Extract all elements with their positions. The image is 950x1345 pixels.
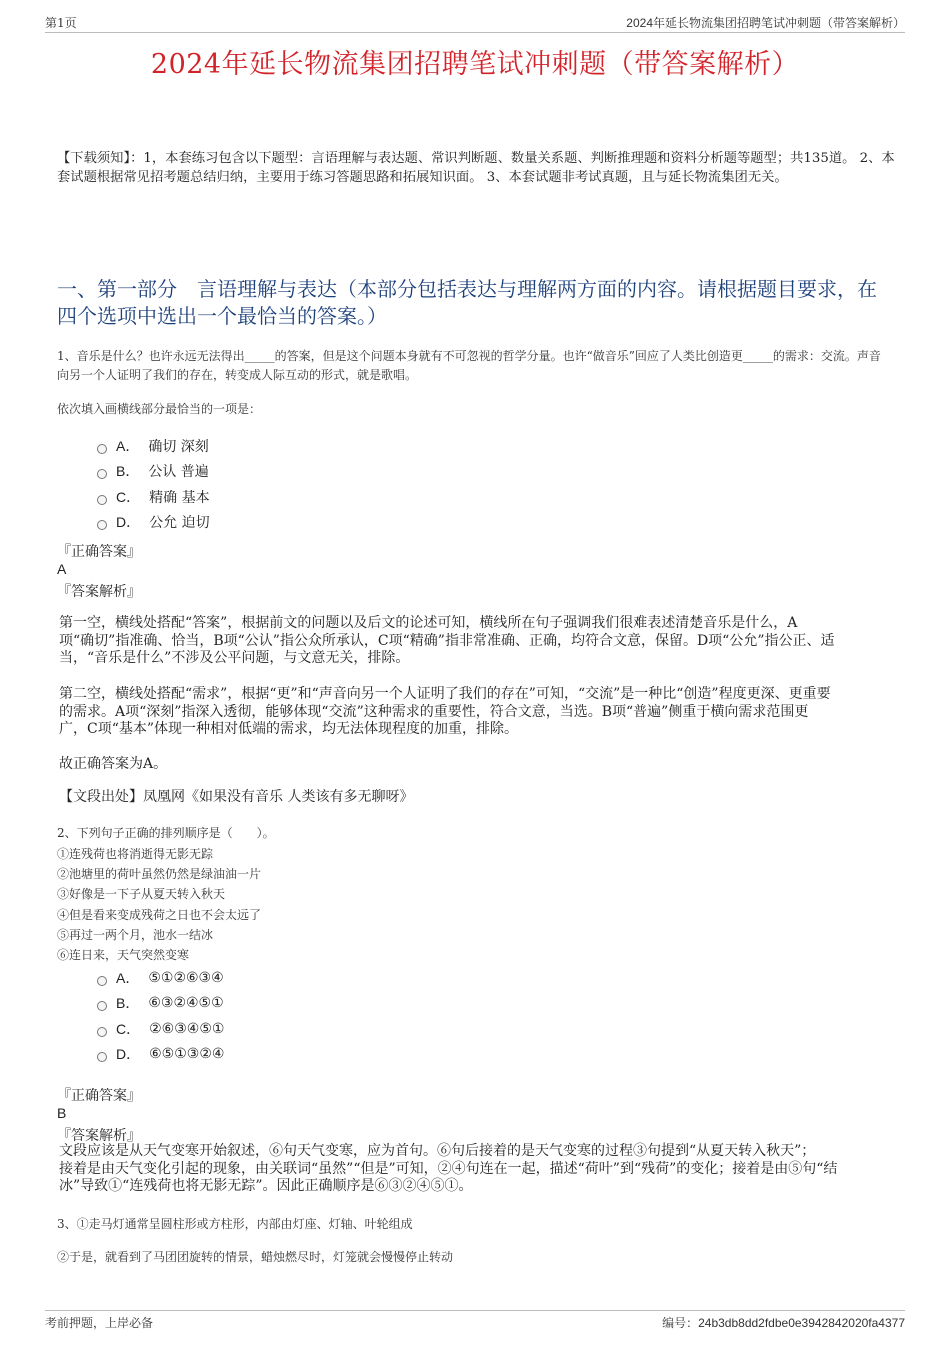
analysis-conclusion: 故正确答案为A。	[59, 756, 168, 772]
download-notice: 【下载须知】：1，本套练习包含以下题型：言语理解与表达题、常识判断题、数量关系题、判断推理题和资料分析题等题型；共135道。 2、本套试题根据常见招考题总结归纳，主要用于练习答题思路和拓展知识面。 3、本套试题非考试真题，且与延长物流集团无关。	[57, 151, 895, 185]
text-line: 广，C项“基本”体现一种相对低端的需求，均无法体现程度的加重，排除。	[59, 721, 519, 737]
radio-button-icon[interactable]	[97, 495, 107, 505]
option-a[interactable]	[97, 965, 224, 991]
radio-button-icon[interactable]	[97, 520, 107, 530]
page-header	[45, 14, 905, 33]
radio-button-icon[interactable]	[97, 469, 107, 479]
option-text: ⑥⑤①③②④	[149, 1046, 225, 1063]
text-line: 第二空，横线处搭配“需求”，根据“更”和“声音向另一个人证明了我们的存在”可知，“交流”是一种比“创造”程度更深、更重要	[59, 686, 831, 702]
analysis-paragraph	[59, 1143, 890, 1196]
text-line: 文段应该是从天气变寒开始叙述，⑥句天气变寒，应为首句。⑥句后接着的是天气变寒的过程③句提到“从夏天转入秋天”；	[59, 1143, 816, 1159]
text-line: 接着是由天气变化引起的现象，由关联词“虽然”“但是”可知，②④句连在一起，描述“荷叶”到“残荷”的变化；接着是由⑤句“结	[59, 1160, 838, 1177]
text-line: 当，“音乐是什么”不涉及公平问题，与文意无关，排除。	[59, 650, 410, 666]
page-number: 第1页	[45, 16, 77, 30]
sentence: ②池塘里的荷叶虽然仍然是绿油油一片	[57, 867, 262, 882]
text-line: 的需求。A项“深刻”指深入透彻，能够体现“交流”这种需求的重要性，符合文意，当选。B项“普遍”侧重于横向需求范围更	[59, 703, 809, 720]
sentence: ⑥连日来，天气突然变寒	[57, 948, 190, 963]
question-1-text: 1、音乐是什么？也许永远无法得出_____的答案，但是这个问题本身就有不可忽视的哲学分量。也许“做音乐”回应了人类比创造更_____的需求：交流。声音向另一个人证明了我们的存在，转变成人际互动的形式，就是歌唱。	[57, 349, 881, 382]
document-code	[662, 1314, 905, 1331]
option-letter: C．	[116, 488, 141, 505]
code-label: 编号：	[662, 1316, 699, 1330]
question-3-line-1: 3、①走马灯通常呈圆柱形或方柱形，内部由灯座、灯轴、叶轮组成	[57, 1217, 413, 1231]
question-2-stem: 2、下列句子正确的排列顺序是（ ）。	[57, 826, 275, 840]
correct-answer-label: 『正确答案』	[57, 544, 141, 560]
radio-button-icon[interactable]	[97, 1001, 107, 1011]
option-a[interactable]	[97, 433, 210, 459]
question-1-options	[97, 433, 210, 535]
header-doc-name: 2024年延长物流集团招聘笔试冲刺题（带答案解析）	[626, 16, 905, 30]
option-b[interactable]	[97, 459, 210, 485]
radio-button-icon[interactable]	[97, 444, 107, 454]
option-letter: A．	[116, 437, 140, 454]
option-text: 精确 基本	[149, 489, 210, 506]
sentence: ③好像是一下子从夏天转入秋天	[57, 887, 226, 902]
radio-button-icon[interactable]	[97, 1027, 107, 1037]
option-letter: D．	[116, 1046, 141, 1063]
sentence: ⑤再过一两个月，池水一结冰	[57, 927, 214, 942]
sentence: ④但是看来变成残荷之日也不会太远了	[57, 907, 262, 922]
analysis-label: 『答案解析』	[57, 584, 141, 600]
question-1-instruction: 依次填入画横线部分最恰当的一项是：	[57, 402, 262, 416]
correct-answer: B	[57, 1105, 67, 1121]
correct-answer: A	[57, 561, 67, 577]
option-letter: D．	[116, 514, 141, 531]
option-c[interactable]	[97, 484, 210, 510]
option-letter: A．	[116, 969, 140, 986]
footer-slogan: 考前押题，上岸必备	[45, 1316, 154, 1330]
option-b[interactable]	[97, 991, 224, 1017]
section-title: 一、第一部分 言语理解与表达（本部分包括表达与理解两方面的内容。请根据题目要求，在四个选项中选出一个最恰当的答案。）	[57, 277, 877, 328]
text-line: 第一空，横线处搭配“答案”，根据前文的问题以及后文的论述可知，横线所在句子强调我们很难表述清楚音乐是什么，A	[59, 615, 798, 631]
question-2-options	[97, 965, 224, 1067]
option-d[interactable]	[97, 1042, 224, 1068]
analysis-label: 『答案解析』	[57, 1128, 141, 1144]
page-footer	[45, 1310, 905, 1331]
option-text: 公认 普遍	[148, 464, 209, 481]
option-letter: C．	[116, 1020, 141, 1037]
passage-source: 【文段出处】凤凰网《如果没有音乐 人类该有多无聊呀》	[59, 789, 414, 805]
page-title: 2024年延长物流集团招聘笔试冲刺题（带答案解析）	[150, 49, 800, 80]
question-3-line-2: ②于是，就看到了马团团旋转的情景，蜡烛燃尽时，灯笼就会慢慢停止转动	[57, 1250, 454, 1264]
question-2-sentences	[57, 844, 890, 965]
option-letter: B．	[116, 995, 140, 1012]
sentence: ①连残荷也将消逝得无影无踪	[57, 847, 214, 861]
option-letter: B．	[116, 463, 140, 480]
option-text: 确切 深刻	[148, 438, 209, 455]
text-line: 冰”导致①“连残荷也将无影无踪”。因此正确顺序是⑥③②④⑤①。	[59, 1178, 473, 1194]
analysis-paragraph-1	[59, 615, 890, 668]
text-line: 项“确切”指准确、恰当，B项“公认”指公众所承认，C项“精确”指非常准确、正确，均符合文意，保留。D项“公允”指公正、适	[59, 632, 835, 649]
correct-answer-label: 『正确答案』	[57, 1088, 141, 1104]
option-text: ⑤①②⑥③④	[148, 969, 224, 986]
radio-button-icon[interactable]	[97, 976, 107, 986]
option-text: ⑥③②④⑤①	[148, 995, 224, 1012]
radio-button-icon[interactable]	[97, 1052, 107, 1062]
option-d[interactable]	[97, 510, 210, 536]
option-text: ②⑥③④⑤①	[149, 1020, 225, 1037]
code-value: 24b3db8dd2fdbe0e3942842020fa4377	[698, 1316, 905, 1330]
analysis-paragraph-2	[59, 686, 890, 739]
option-text: 公允 迫切	[149, 515, 210, 532]
option-c[interactable]	[97, 1016, 224, 1042]
